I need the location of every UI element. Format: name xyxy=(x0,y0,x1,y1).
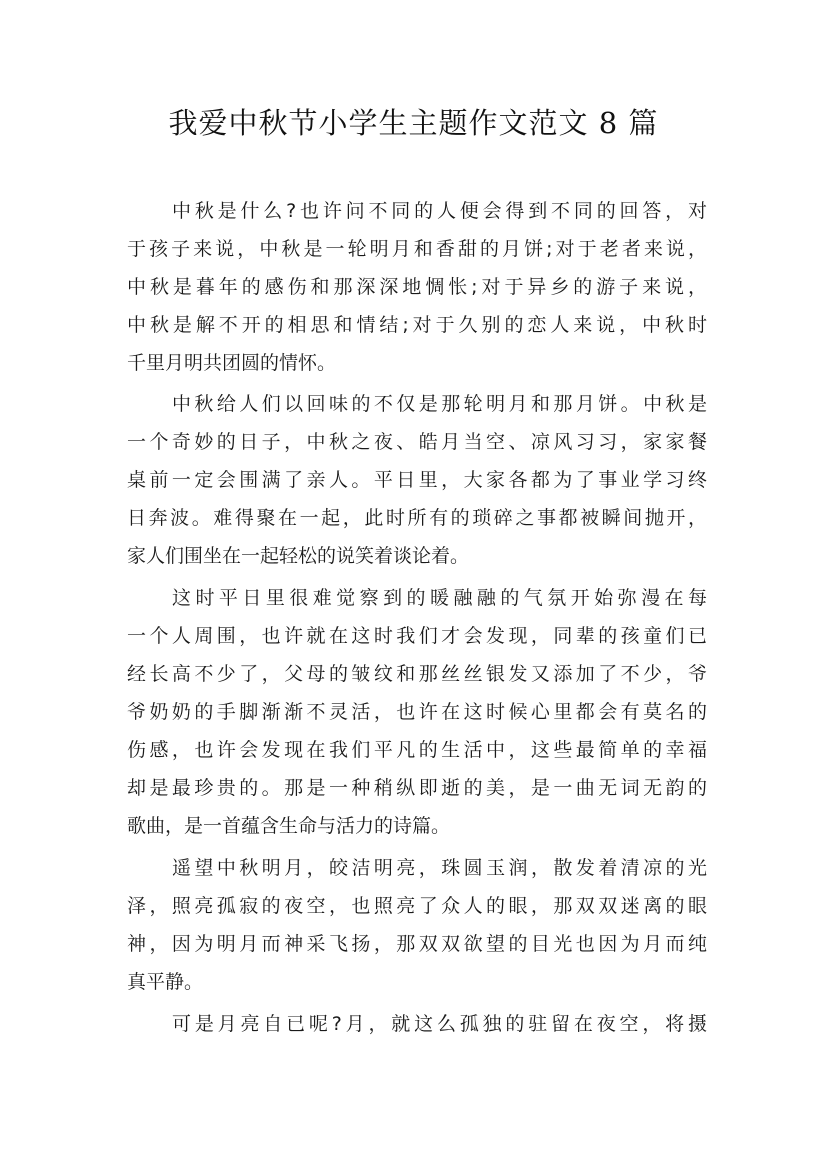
paragraph-2-line-4: 日奔波。难得聚在一起，此时所有的琐碎之事都被瞬间抛开， xyxy=(127,507,707,529)
paragraph-3-line-4: 爷奶奶的手脚渐渐不灵活，也许在这时候心里都会有莫名的 xyxy=(127,701,707,723)
paragraph-2-line-3: 桌前一定会围满了亲人。平日里，大家各都为了事业学习终 xyxy=(127,469,707,491)
paragraph-4-line-3: 神，因为明月而神采飞扬，那双双欲望的目光也因为月而纯 xyxy=(127,933,707,955)
paragraph-4-line-2: 泽，照亮孤寂的夜空，也照亮了众人的眼，那双双迷离的眼 xyxy=(127,895,707,917)
paragraph-2-line-2: 一个奇妙的日子，中秋之夜、皓月当空、凉风习习，家家餐 xyxy=(127,431,707,453)
paragraph-1-line-1: 中秋是什么?也许问不同的人便会得到不同的回答，对 xyxy=(172,200,707,222)
paragraph-2-line-5: 家人们围坐在一起轻松的说笑着谈论着。 xyxy=(127,545,470,567)
paragraph-3-line-2: 一个人周围，也许就在这时我们才会发现，同辈的孩童们已 xyxy=(127,625,707,647)
paragraph-3-line-1: 这时平日里很难觉察到的暖融融的气氛开始弥漫在每 xyxy=(172,587,707,609)
paragraph-2-line-1: 中秋给人们以回味的不仅是那轮明月和那月饼。中秋是 xyxy=(172,393,707,415)
paragraph-1-line-2: 于孩子来说，中秋是一轮明月和香甜的月饼;对于老者来说， xyxy=(127,238,707,260)
paragraph-1-line-3: 中秋是暮年的感伤和那深深地惆怅;对于异乡的游子来说， xyxy=(127,276,707,298)
paragraph-1-line-5: 千里月明共团圆的情怀。 xyxy=(127,352,337,374)
paragraph-3-line-7: 歌曲，是一首蕴含生命与活力的诗篇。 xyxy=(127,815,451,837)
paragraph-4-line-4: 真平静。 xyxy=(127,971,204,993)
paragraph-4-line-1: 遥望中秋明月，皎洁明亮，珠圆玉润，散发着清凉的光 xyxy=(172,857,707,879)
paragraph-3-line-5: 伤感，也许会发现在我们平凡的生活中，这些最简单的幸福 xyxy=(127,739,707,761)
paragraph-3-line-3: 经长高不少了，父母的皱纹和那丝丝银发又添加了不少，爷 xyxy=(127,663,707,685)
document-title: 我爱中秋节小学生主题作文范文 8 篇 xyxy=(168,106,659,140)
paragraph-5-line-1: 可是月亮自已呢?月，就这么孤独的驻留在夜空，将摄 xyxy=(172,1013,707,1035)
paragraph-1-line-4: 中秋是解不开的相思和情结;对于久别的恋人来说，中秋时 xyxy=(127,314,707,336)
paragraph-3-line-6: 却是最珍贵的。那是一种稍纵即逝的美，是一曲无词无韵的 xyxy=(127,777,707,799)
